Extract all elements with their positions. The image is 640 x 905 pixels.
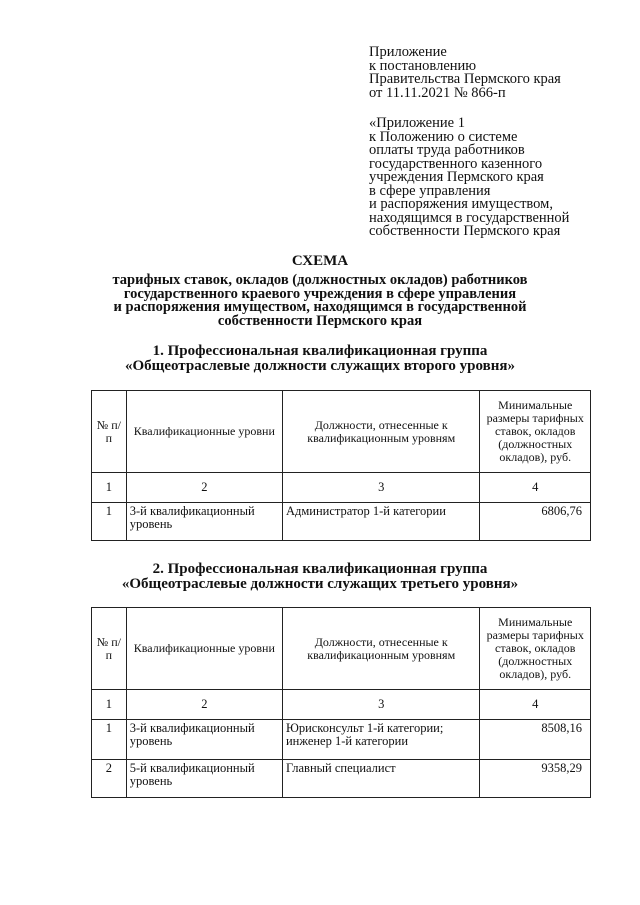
index-cell: 3 (282, 473, 480, 503)
row-salary: 6806,76 (480, 503, 591, 541)
appendix1-line: оплаты труда работников (369, 142, 525, 158)
index-cell: 4 (480, 690, 591, 720)
appendix1-line: в сфере управления (369, 182, 491, 199)
appendix1-line: и распоряжения имуществом, (369, 196, 553, 212)
header-num: № п/п (92, 608, 127, 690)
appendix-line: Приложение (369, 44, 447, 60)
row-num: 2 (92, 760, 127, 798)
index-cell: 2 (126, 473, 282, 503)
section1-title-line: 1. Профессиональная квалификационная группа (152, 343, 488, 359)
row-level: 3-й квалификационный уровень (126, 503, 282, 541)
appendix1-block (369, 117, 569, 239)
appendix1-line: к Положению о системе (369, 128, 518, 145)
table-index-row (92, 690, 591, 720)
section1-table (91, 390, 591, 541)
appendix1-line: государственного казенного (369, 155, 543, 172)
row-level: 5-й квалификационный уровень (126, 760, 282, 798)
header-salary: Минимальные размеры тарифных ставок, окладов (должностных окладов), руб. (480, 608, 591, 690)
header-num: № п/п (92, 391, 127, 473)
appendix-line: Правительства Пермского края (369, 71, 561, 87)
document-subtitle (0, 274, 640, 328)
index-cell: 1 (92, 473, 127, 503)
header-positions: Должности, отнесенные к квалификационным уровням (282, 608, 480, 690)
subtitle-line: и распоряжения имуществом, находящимся в государственной (113, 299, 527, 315)
table-row (92, 760, 591, 798)
subtitle-line: государственного краевого учреждения в сфере управления (123, 285, 517, 302)
table-header-row (92, 608, 591, 690)
index-cell: 2 (126, 690, 282, 720)
header-levels: Квалификационные уровни (126, 391, 282, 473)
appendix-block (369, 46, 561, 100)
header-positions: Должности, отнесенные к квалификационным уровням (282, 391, 480, 473)
header-levels: Квалификационные уровни (126, 608, 282, 690)
index-cell: 1 (92, 690, 127, 720)
row-position: Администратор 1-й категории (282, 503, 480, 541)
appendix1-line: собственности Пермского края (369, 223, 561, 239)
subtitle-line: тарифных ставок, окладов (должностных окладов) работников (112, 272, 528, 288)
subtitle-line: собственности Пермского края (217, 312, 423, 329)
document-title: СХЕМА (291, 253, 349, 269)
table-header-row (92, 391, 591, 473)
row-salary: 8508,16 (480, 720, 591, 760)
appendix1-line: находящимся в государственной (369, 209, 570, 226)
row-position: Главный специалист (282, 760, 480, 798)
row-level: 3-й квалификационный уровень (126, 720, 282, 760)
section2-table (91, 607, 591, 798)
section2-title-line: 2. Профессиональная квалификационная группа (152, 561, 488, 577)
table-index-row (92, 473, 591, 503)
row-position: Юрисконсульт 1-й категории; инженер 1-й категории (282, 720, 480, 760)
appendix-line: к постановлению (369, 57, 477, 74)
table-row (92, 720, 591, 760)
table-row (92, 503, 591, 541)
index-cell: 4 (480, 473, 591, 503)
row-num: 1 (92, 720, 127, 760)
appendix1-line: учреждения Пермского края (369, 169, 544, 185)
row-num: 1 (92, 503, 127, 541)
index-cell: 3 (282, 690, 480, 720)
header-salary: Минимальные размеры тарифных ставок, окладов (должностных окладов), руб. (480, 391, 591, 473)
section2-title-line: «Общеотраслевые должности служащих третьего уровня» (121, 576, 519, 592)
appendix-line: от 11.11.2021 № 866-п (369, 84, 506, 101)
section2-title (0, 562, 640, 592)
section1-title (0, 344, 640, 374)
section1-title-line: «Общеотраслевые должности служащих второго уровня» (125, 358, 515, 374)
row-salary: 9358,29 (480, 760, 591, 798)
appendix1-line: «Приложение 1 (369, 115, 465, 131)
